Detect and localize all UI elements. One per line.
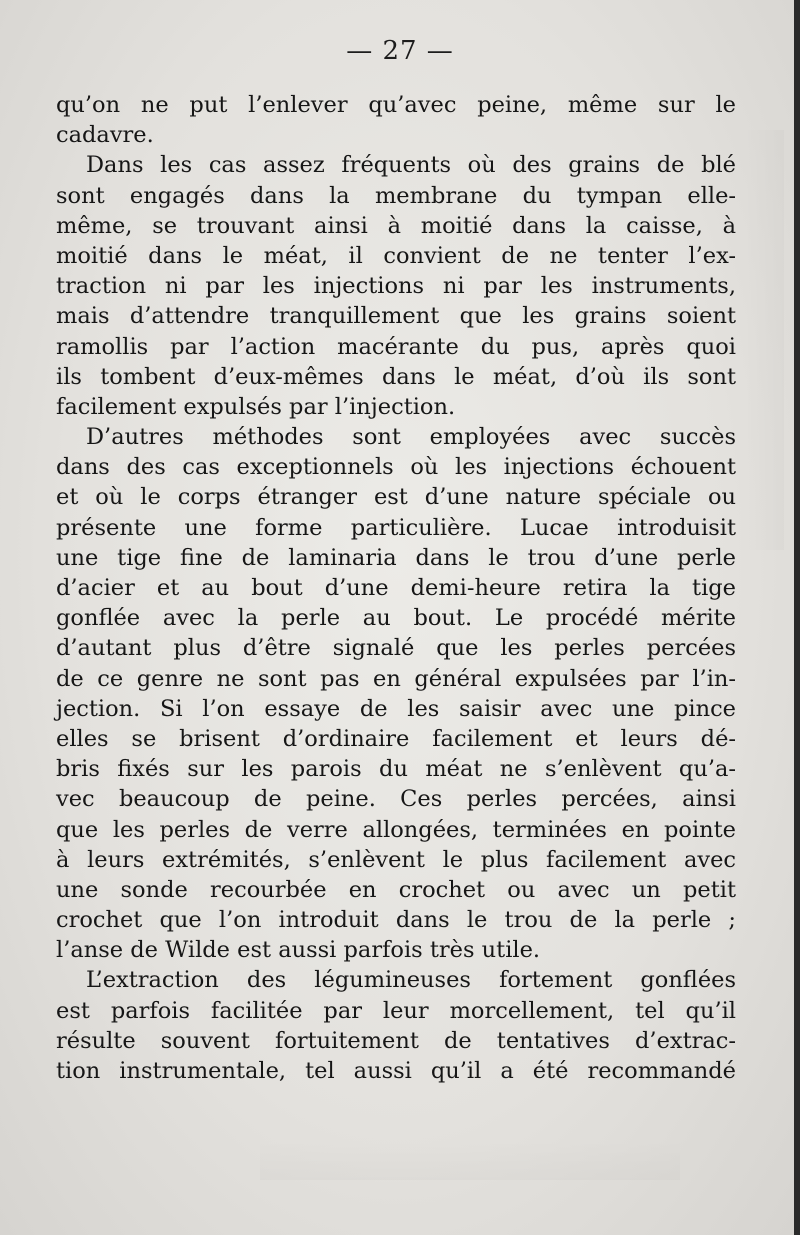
paragraph-3-line: jection. Si l’on essaye de les saisir avec une pince: [56, 695, 736, 722]
paragraph-3-line: présente une forme particulière. Lucae introduisit: [56, 514, 736, 541]
body-text: [56, 90, 736, 1086]
paragraph-3-line: elles se brisent d’ordinaire facilement et leurs dé-: [56, 725, 736, 752]
paragraph-2-line: facilement expulsés par l’injection.: [56, 393, 456, 420]
paragraph-3-line: dans des cas exceptionnels où les injections échouent: [56, 454, 736, 481]
show-through-shadow-right: [744, 130, 784, 550]
paragraph-3-line: d’autant plus d’être signalé que les perles percées: [56, 635, 736, 662]
paragraph-3-line: d’acier et au bout d’une demi-heure retira la tige: [56, 575, 736, 601]
paragraph-3-line: D’autres méthodes sont employées avec succès: [86, 424, 736, 451]
paragraph-3-line: bris fixés sur les parois du méat ne s’enlèvent qu’a-: [56, 756, 736, 783]
paragraph-2-line: moitié dans le méat, il convient de ne tenter l’ex-: [56, 242, 736, 269]
paragraph-3-line: une tige fine de laminaria dans le trou d’une perle: [56, 544, 736, 571]
paragraph-4-line: tion instrumentale, tel aussi qu’il a été recommandé: [56, 1058, 736, 1084]
paragraph-3-line: vec beaucoup de peine. Ces perles percées, ainsi: [56, 786, 736, 813]
paragraph-4-line: L’extraction des légumineuses fortement gonflées: [86, 967, 736, 994]
paragraph-2-line: ils tombent d’eux-mêmes dans le méat, d’où ils sont: [56, 363, 736, 390]
paragraph-3-line: l’anse de Wilde est aussi parfois très utile.: [56, 937, 541, 964]
paragraph-4-line: résulte souvent fortuitement de tentatives d’extrac-: [56, 1027, 736, 1054]
paragraph-2-line: même, se trouvant ainsi à moitié dans la caisse, à: [56, 212, 736, 239]
page-number: — 27 —: [346, 36, 454, 66]
paragraph-1-line: qu’on ne put l’enlever qu’avec peine, même sur le: [56, 92, 736, 118]
paragraph-3-line: une sonde recourbée en crochet ou avec un petit: [56, 876, 736, 903]
paragraph-2-line: traction ni par les injections ni par les instruments,: [56, 273, 736, 300]
paragraph-1-line: cadavre.: [56, 122, 154, 149]
paragraph-3-line: gonflée avec la perle au bout. Le procédé mérite: [56, 605, 736, 632]
paragraph-3-line: de ce genre ne sont pas en général expulsées par l’in-: [56, 665, 736, 692]
paragraph-2-line: Dans les cas assez fréquents où des grains de blé: [86, 152, 736, 179]
paragraph-2-line: sont engagés dans la membrane du tympan elle-: [56, 182, 736, 209]
paragraph-4-line: est parfois facilitée par leur morcellement, tel qu’il: [56, 997, 736, 1024]
paragraph-3-line: et où le corps étranger est d’une nature spéciale ou: [56, 484, 736, 511]
paragraph-3-line: crochet que l’on introduit dans le trou de la perle ;: [56, 907, 736, 934]
paragraph-3-line: à leurs extrémités, s’enlèvent le plus facilement avec: [56, 846, 736, 873]
paragraph-2-line: mais d’attendre tranquillement que les grains soient: [56, 303, 736, 330]
show-through-shadow-bottom: [260, 1140, 680, 1180]
paragraph-3-line: que les perles de verre allongées, terminées en pointe: [56, 816, 736, 843]
paragraph-2-line: ramollis par l’action macérante du pus, après quoi: [56, 333, 736, 360]
